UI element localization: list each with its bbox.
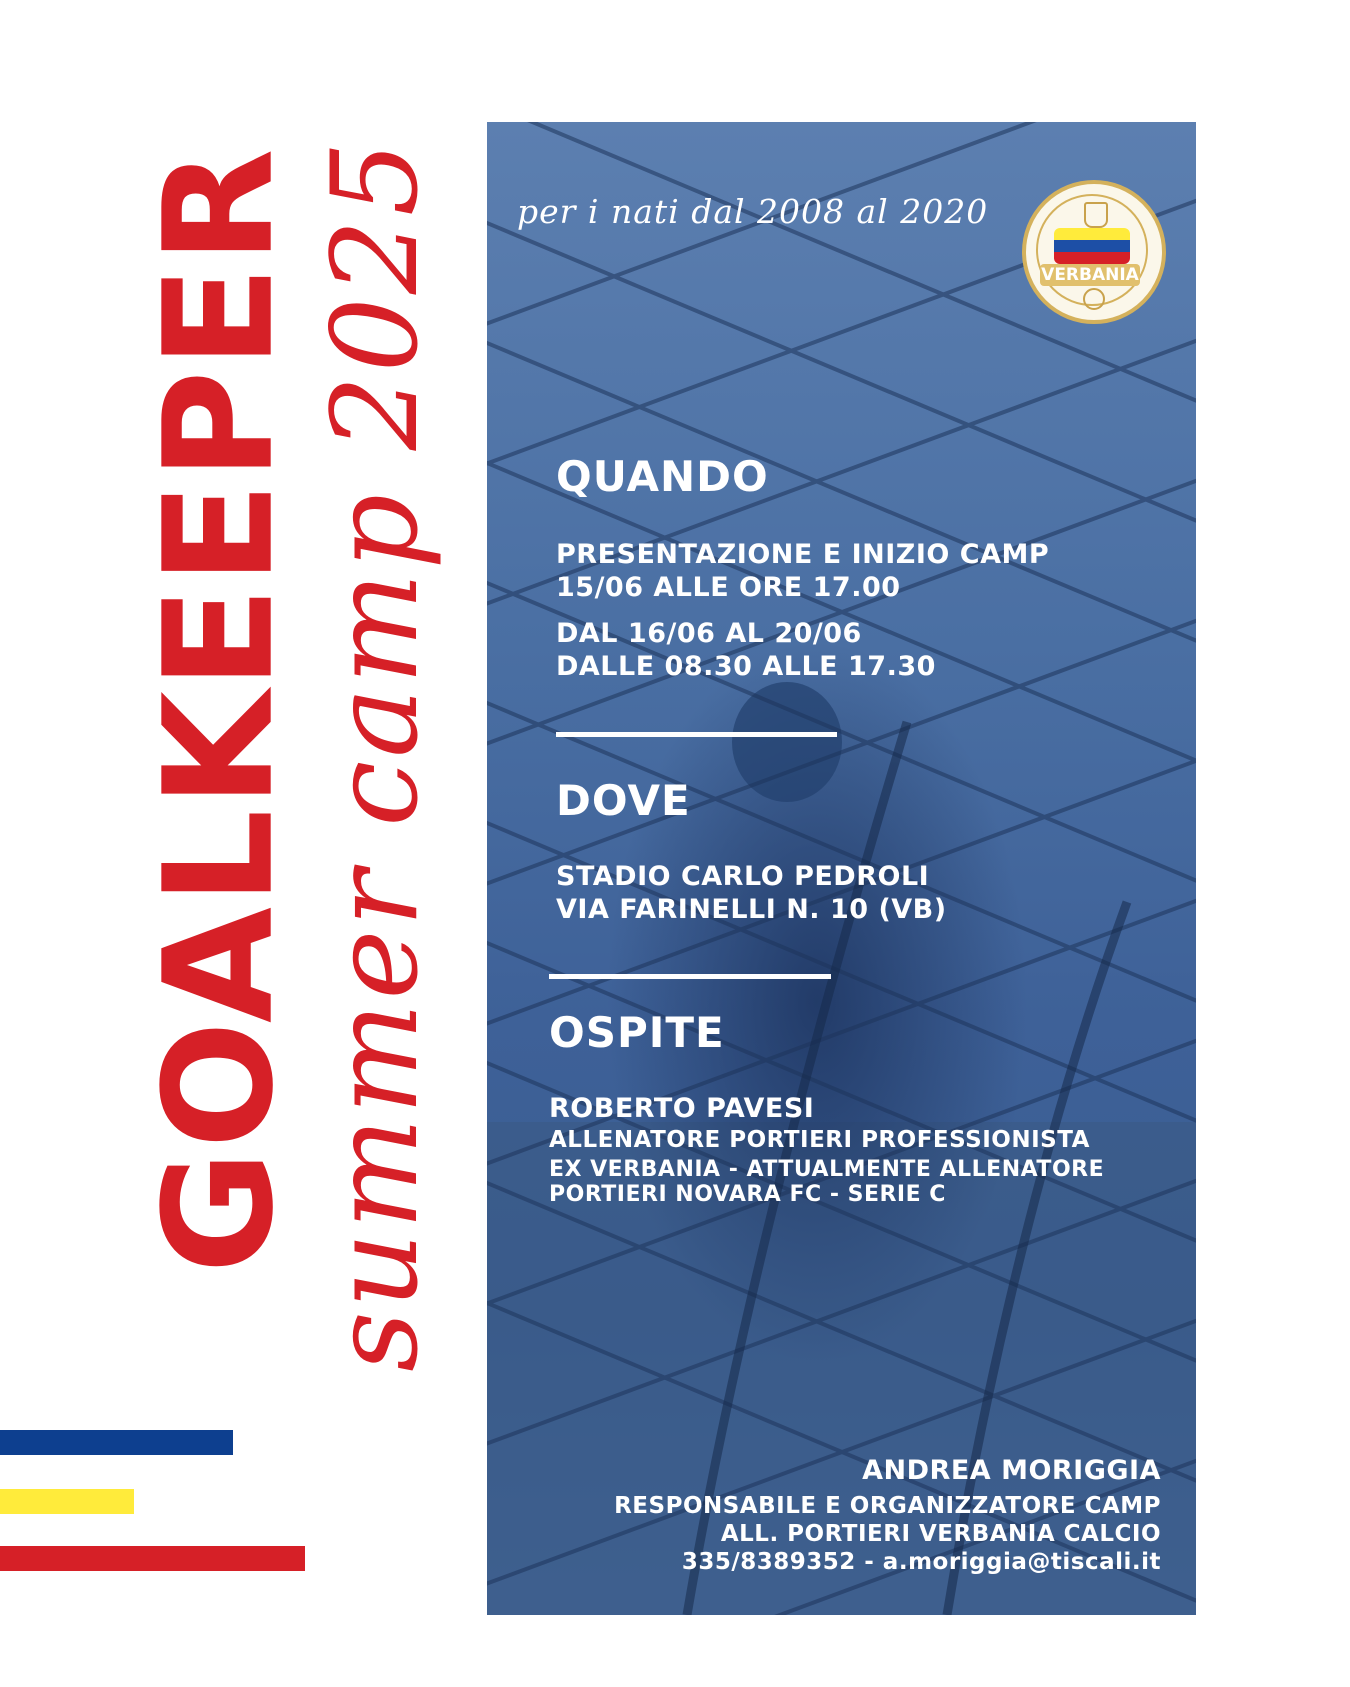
divider-1: [556, 732, 837, 737]
info-panel: [487, 122, 1196, 1615]
crest-ball-icon: [1083, 288, 1105, 310]
contact-line-1: RESPONSABILE E ORGANIZZATORE CAMP: [614, 1493, 1161, 1519]
crest-flag-icon: [1054, 228, 1130, 264]
quando-line-3: DAL 16/06 AL 20/06: [556, 618, 862, 649]
quando-heading: QUANDO: [556, 452, 769, 501]
quando-line-4: DALLE 08.30 ALLE 17.30: [556, 651, 936, 682]
ospite-role: ALLENATORE PORTIERI PROFESSIONISTA: [549, 1127, 1090, 1153]
red-stripe: [0, 1546, 305, 1571]
ospite-line-2: PORTIERI NOVARA FC - SERIE C: [549, 1182, 946, 1207]
ospite-name: ROBERTO PAVESI: [549, 1093, 815, 1124]
dove-line-1: STADIO CARLO PEDROLI: [556, 861, 930, 892]
crest-ribbon: VERBANIA: [1041, 265, 1139, 285]
goalkeeper-title: [133, 146, 308, 1274]
crest-shield-icon: [1084, 202, 1108, 228]
divider-2: [549, 974, 831, 979]
goalkeeper-title-text: GOALKEEPER: [133, 146, 308, 1274]
quando-line-1: PRESENTAZIONE E INIZIO CAMP: [556, 539, 1050, 570]
contact-name: ANDREA MORIGGIA: [862, 1455, 1161, 1486]
dove-heading: DOVE: [556, 776, 691, 825]
tagline: per i nati dal 2008 al 2020: [517, 192, 989, 231]
summer-camp-script-text: summer camp 2025: [306, 138, 445, 1372]
yellow-stripe: [0, 1489, 134, 1514]
blue-stripe: [0, 1430, 233, 1455]
dove-line-2: VIA FARINELLI N. 10 (VB): [556, 894, 947, 925]
summer-camp-script: [300, 110, 450, 1400]
ospite-heading: OSPITE: [549, 1008, 725, 1057]
contact-line-2: ALL. PORTIERI VERBANIA CALCIO: [720, 1521, 1161, 1547]
contact-line-3: 335/8389352 - a.moriggia@tiscali.it: [681, 1549, 1161, 1575]
verbania-calcio-crest-icon: [1022, 180, 1166, 324]
ospite-line-1: EX VERBANIA - ATTUALMENTE ALLENATORE: [549, 1157, 1105, 1182]
quando-line-2: 15/06 ALLE ORE 17.00: [556, 572, 901, 603]
